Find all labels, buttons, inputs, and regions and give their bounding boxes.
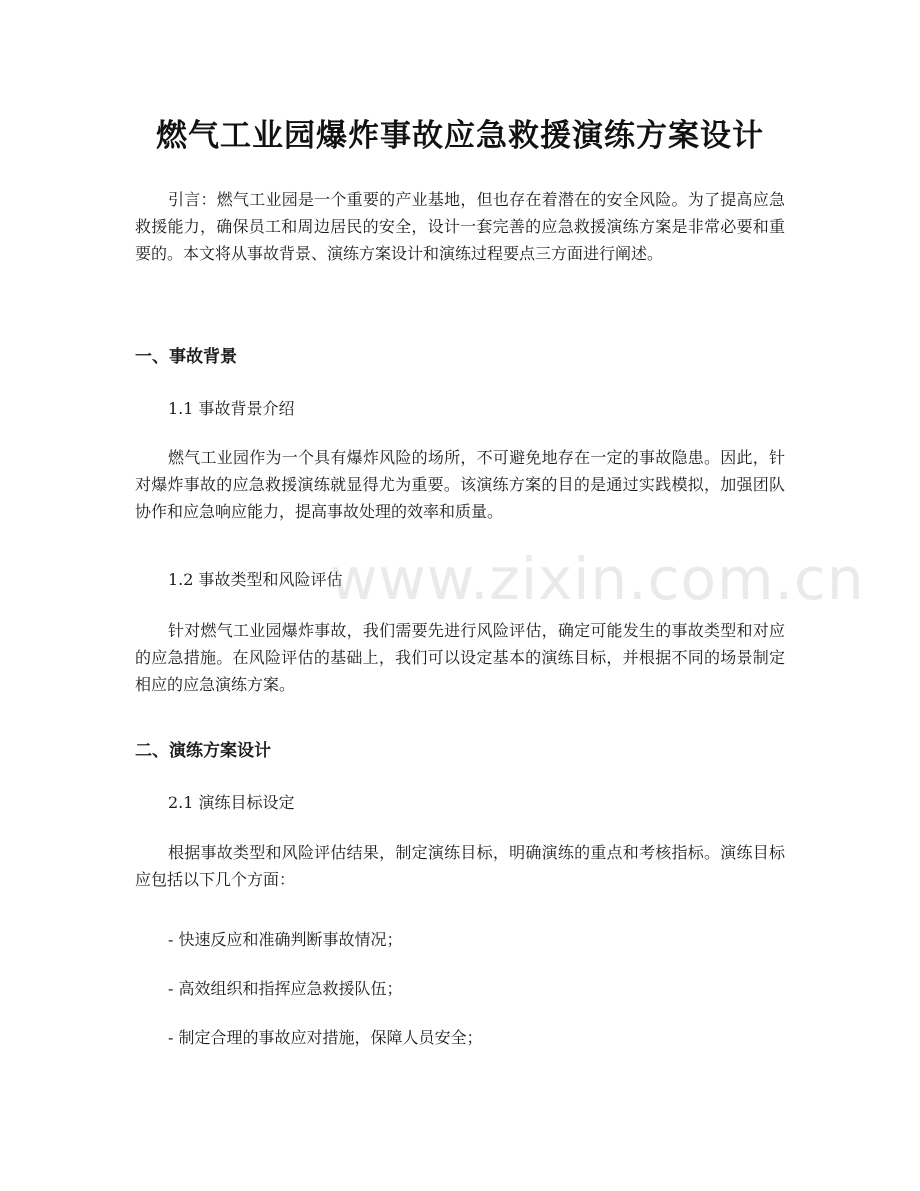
section-2-heading: 二、演练方案设计 bbox=[135, 741, 271, 761]
section-1-2-title: 1.2 事故类型和风险评估 bbox=[168, 570, 343, 589]
list-item: - 高效组织和指挥应急救援队伍； bbox=[168, 979, 403, 998]
list-item: - 制定合理的事故应对措施，保障人员安全； bbox=[168, 1028, 483, 1047]
list-item: - 快速反应和准确判断事故情况； bbox=[168, 930, 403, 949]
section-2-1-body: 根据事故类型和风险评估结果，制定演练目标，明确演练的重点和考核指标。演练目标应包括以下几个方面： bbox=[135, 843, 785, 889]
section-1-2-body: 针对燃气工业园爆炸事故，我们需要先进行风险评估，确定可能发生的事故类型和对应的应急措施。在风险评估的基础上，我们可以设定基本的演练目标，并根据不同的场景制定相应的应急演练方案。 bbox=[135, 621, 785, 694]
section-1-heading: 一、事故背景 bbox=[135, 347, 237, 367]
intro-paragraph: 引言：燃气工业园是一个重要的产业基地，但也存在着潜在的安全风险。为了提高应急救援能力，确保员工和周边居民的安全，设计一套完善的应急救援演练方案是非常必要和重要的。本文将从事故背景、演练方案设计和演练过程要点三方面进行阐述。 bbox=[135, 190, 785, 263]
watermark: www.zixin.com.cn bbox=[330, 545, 865, 613]
page-title: 燃气工业园爆炸事故应急救援演练方案设计 bbox=[156, 118, 764, 154]
section-2-1-title: 2.1 演练目标设定 bbox=[168, 793, 295, 812]
section-1-1-title: 1.1 事故背景介绍 bbox=[168, 399, 295, 418]
section-1-1-body: 燃气工业园作为一个具有爆炸风险的场所，不可避免地存在一定的事故隐患。因此，针对爆炸事故的应急救援演练就显得尤为重要。该演练方案的目的是通过实践模拟，加强团队协作和应急响应能力，提高事故处理的效率和质量。 bbox=[135, 448, 785, 521]
